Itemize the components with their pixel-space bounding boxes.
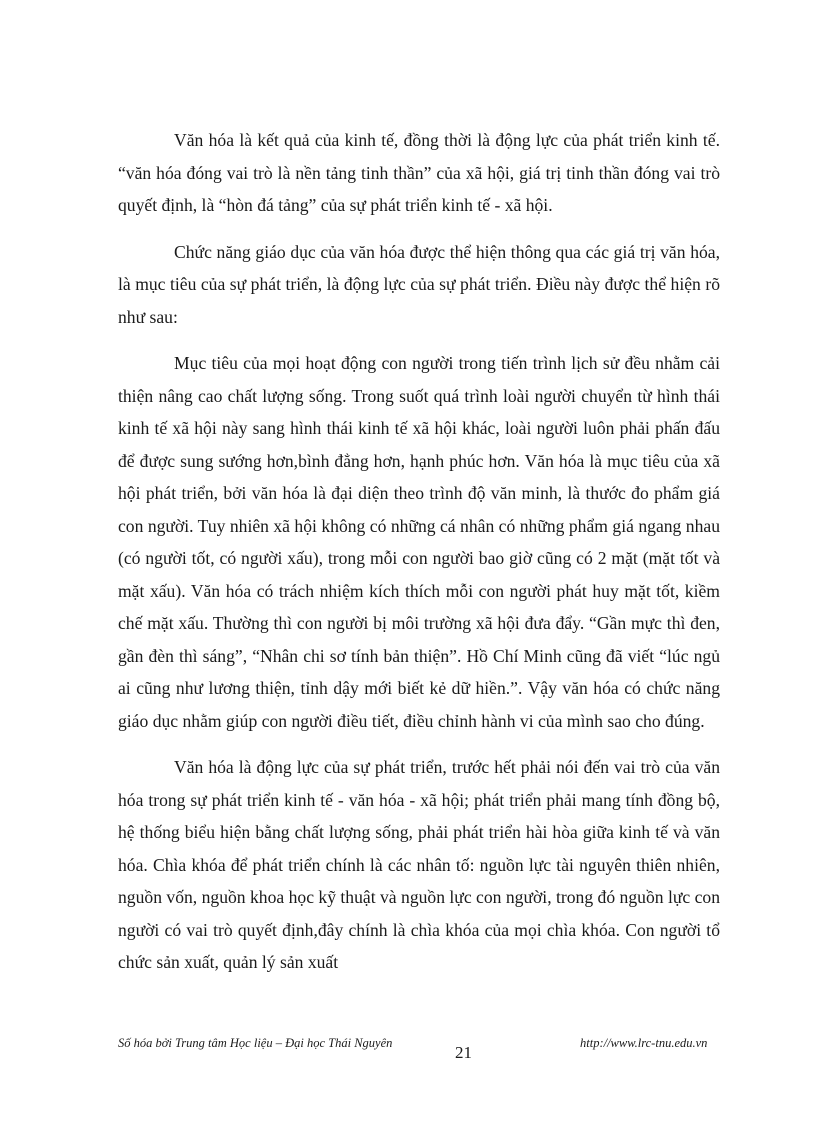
footer-url: http://www.lrc-tnu.edu.vn xyxy=(580,1036,708,1050)
page-body xyxy=(118,124,720,993)
paragraph-1: Văn hóa là kết quả của kinh tế, đồng thời là động lực của phát triển kinh tế. “văn hóa đóng vai trò là nền tảng tinh thần” của xã hội, giá trị tinh thần đóng vai trò quyết định, là “hòn đá tảng” của sự phát triển kinh tế - xã hội. xyxy=(118,130,720,215)
footer-source: Số hóa bởi Trung tâm Học liệu – Đại học Thái Nguyên xyxy=(118,1036,393,1050)
paragraph-4: Văn hóa là động lực của sự phát triển, trước hết phải nói đến vai trò của văn hóa trong sự phát triển kinh tế - văn hóa - xã hội; phát triển phải mang tính đồng bộ, hệ thống biểu hiện bằng chất lượng sống, phải phát triển hài hòa giữa kinh tế và văn hóa. Chìa khóa để phát triển chính là các nhân tố: nguồn lực tài nguyên thiên nhiên, nguồn vốn, nguồn khoa học kỹ thuật và nguồn lực con người, trong đó nguồn lực con người có vai trò quyết định,đây chính là chìa khóa của mọi chìa khóa. Con người tổ chức sản xuất, quản lý sản xuất xyxy=(118,757,720,972)
page-footer xyxy=(118,1034,758,1074)
paragraph-3: Mục tiêu của mọi hoạt động con người trong tiến trình lịch sử đều nhằm cải thiện nâng cao chất lượng sống. Trong suốt quá trình loài người chuyển từ hình thái kinh tế xã hội này sang hình thái kinh tế xã hội khác, loài người luôn phải phấn đấu để được sung sướng hơn,bình đẳng hơn, hạnh phúc hơn. Văn hóa là mục tiêu của xã hội phát triển, bởi văn hóa là đại diện theo trình độ văn minh, là thước đo phẩm giá con người. Tuy nhiên xã hội không có những cá nhân có những phẩm giá ngang nhau (có người tốt, có người xấu), trong mỗi con người bao giờ cũng có 2 mặt (mặt tốt và mặt xấu). Văn hóa có trách nhiệm kích thích mỗi con người phát huy mặt tốt, kiềm chế mặt xấu. Thường thì con người bị môi trường xã hội đưa đẩy. “Gần mực thì đen, gần đèn thì sáng”, “Nhân chi sơ tính bản thiện”. Hồ Chí Minh cũng đã viết “lúc ngủ ai cũng như lương thiện, tỉnh dậy mới biết kẻ dữ hiền.”. Vậy văn hóa có chức năng giáo dục nhằm giúp con người điều tiết, điều chỉnh hành vi của mình sao cho đúng. xyxy=(118,353,720,731)
paragraph-2: Chức năng giáo dục của văn hóa được thể hiện thông qua các giá trị văn hóa, là mục tiêu của sự phát triển, là động lực của sự phát triển. Điều này được thể hiện rõ như sau: xyxy=(118,241,720,327)
page-number: 21 xyxy=(455,1043,472,1062)
